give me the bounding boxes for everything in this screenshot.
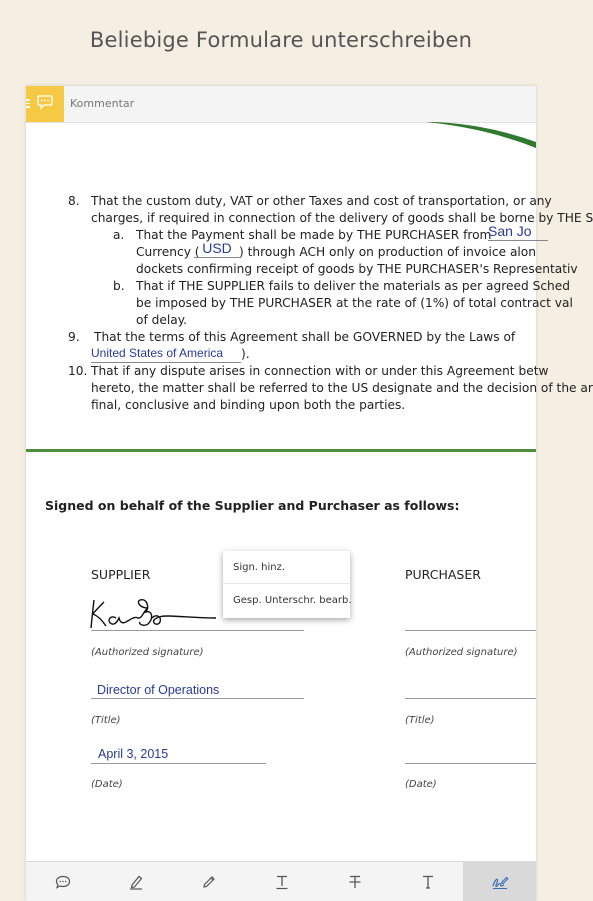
highlight-icon [128,874,144,890]
document-logo-swoosh [426,122,536,152]
app-window [26,86,593,900]
clause-8a-line-1: That the Payment shall be made by THE PURCHASER from [136,228,492,242]
clause-8b-line-1: That if THE SUPPLIER fails to deliver the materials as per agreed Sched [136,279,571,293]
page-divider [26,449,536,452]
supplier-date-line [91,763,266,764]
promo-headline: Beliebige Formulare unterschreiben [89,28,473,52]
supplier-signature[interactable] [88,594,218,634]
text-strikethrough-icon [347,874,363,890]
purchaser-heading: PURCHASER [405,567,481,582]
comment-bubble-icon [37,95,53,109]
menu-icon[interactable] [26,99,30,108]
purchaser-title-label: (Title) [405,715,435,726]
underline-tool-button[interactable] [245,862,318,901]
add-text-tool-button[interactable] [391,862,464,901]
clause-10-line-3: final, conclusive and binding upon both the parties. [91,398,406,412]
purchaser-signature-line[interactable] [405,630,536,631]
clause-8a-number: a. [113,228,125,242]
governing-country-field[interactable]: United States of America [91,345,241,363]
supplier-title-label: (Title) [91,715,121,726]
text-underline-icon [274,874,290,890]
comment-topbar [26,86,536,123]
supplier-date-label: (Date) [91,779,123,790]
edit-saved-signature-menu-item[interactable]: Gesp. Unterschr. bearb. [233,595,352,606]
purchaser-auth-label: (Authorized signature) [405,647,518,658]
sign-tool-button[interactable] [463,862,536,901]
city-field[interactable]: San Jo [488,223,548,241]
clause-10-line-2: hereto, the matter shall be referred to the US designate and the decision of the ar [91,381,593,395]
add-signature-menu-item[interactable]: Sign. hinz. [233,562,286,573]
clause-10-line-1: That if any dispute arises in connection with or under this Agreement betw [91,364,549,378]
supplier-title-line [91,698,304,699]
clause-9-line-1: That the terms of this Agreement shall be GOVERNED by the Laws of [94,330,516,344]
clause-8a-line-3: dockets confirming receipt of goods by THE PURCHASER's Representativ [136,262,578,276]
highlight-tool-button[interactable] [99,862,172,901]
supplier-heading: SUPPLIER [91,567,151,582]
topbar-label: Kommentar [70,97,135,110]
clause-8-number: 8. [68,194,80,208]
draw-tool-button[interactable] [172,862,245,901]
annotation-toolbar [26,861,536,901]
clause-8-line-1: That the custom duty, VAT or other Taxes and cost of transportation, or any [91,194,552,208]
supplier-signature-line [91,630,304,631]
clause-8b-line-2: be imposed by THE PURCHASER at the rate of (1%) of total contract val [136,296,573,310]
clause-9-line-2-post: ). [241,347,250,361]
currency-field[interactable]: USD [194,240,240,258]
pencil-icon [201,874,217,890]
signature-popup-menu [223,551,350,618]
comment-tab[interactable] [26,86,64,122]
comment-tool-button[interactable] [26,862,99,901]
supplier-date-field[interactable]: April 3, 2015 [98,747,169,761]
text-icon [420,874,436,890]
clause-8b-line-3: of delay. [136,313,188,327]
clause-8a-line-2-pre: Currency ( [136,245,200,259]
sign-icon [491,874,509,890]
clause-10-number: 10. [68,364,88,378]
supplier-auth-label: (Authorized signature) [91,647,204,658]
supplier-title-field[interactable]: Director of Operations [97,683,220,697]
clause-8b-number: b. [113,279,125,293]
clause-9-number: 9. [68,330,80,344]
purchaser-title-line[interactable] [405,698,536,699]
signature-section-heading: Signed on behalf of the Supplier and Purchaser as follows: [45,498,460,513]
purchaser-date-label: (Date) [405,779,437,790]
clause-8a-line-2-post: ) through ACH only on production of invoice alon [239,245,536,259]
purchaser-date-line[interactable] [405,763,536,764]
menu-divider [223,583,350,584]
strikethrough-tool-button[interactable] [318,862,391,901]
comment-icon [55,875,71,889]
clause-8-line-2: charges, if required in connection of the delivery of goods shall be borne by THE S [91,211,593,225]
